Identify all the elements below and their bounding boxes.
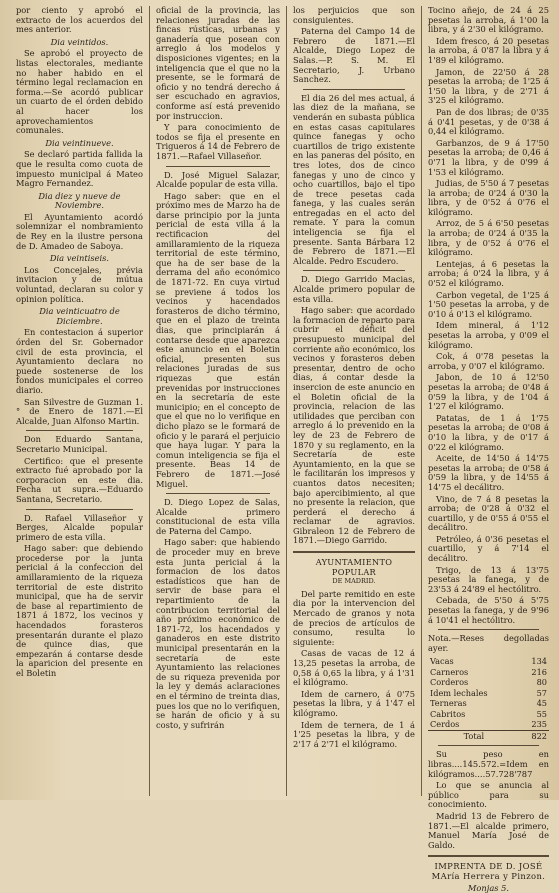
paragraph: D. Diego Lopez de Salas, Alcalde primero constitucional de esta villa de Paterna del Campo. — [155, 497, 280, 536]
paragraph: Aceite, de 14'50 á 14'75 pesetas la arroba; de 0'58 á 0'59 la libra, y de 14'55 á 14'75 el decálitro. — [427, 453, 549, 492]
row-label: Carneros — [429, 666, 469, 677]
row-value: 55 — [536, 708, 547, 719]
column-2 — [149, 6, 286, 796]
row-value: 45 — [536, 698, 547, 709]
paragraph: Certifico: que el presente extracto fué aprobado por la corporacion en este dia. Fecha ut supra.—Eduardo Santana, Secretario. — [16, 455, 143, 504]
paragraph: Madrid 13 de Febrero de 1871.—El alcalde primero, Manuel María José de Galdo. — [427, 810, 549, 850]
paragraph: El dia 26 del mes actual, á las diez de la mañana, se venderán en subasta pública en estas casas capitulares quince fanegas y ocho cuartillos de trigo existente en las paneras del pósito, en tres lotes, dos de cinco fanegas y uno de cinco y ocho cuartillos, bajo el tipo de trece pesetas cada fanega, y las cuales serán entregadas en el acto del remate. Y para la comun inteligencia se fija el presente. Santa Bárbara 12 de Febrero de 1871.—El Alcalde. Pedro Escudero. — [292, 92, 415, 266]
section-subtitle: DE MADRID. — [332, 577, 376, 586]
paragraph: Cok, á 0'78 pesetas la arroba, y 0'07 el kilógramo. — [427, 351, 549, 371]
paragraph: oficial de la provincia, las relaciones juradas de las fincas rústicas, urbanas y ganadería que posean con arreglo á los modelos y disposiciones vigentes; en la inteligencia que el que no la presente, se le formará de oficio y no tendrá derecho á ser escuchado en agravios, conforme así está prevenido por instruccion. — [155, 5, 280, 121]
paragraph: D. José Miguel Salazar, Alcalde popular de esta villa. — [155, 169, 280, 190]
divider — [26, 430, 133, 431]
divider — [166, 493, 270, 494]
paragraph: Y para conocimiento de todos se fija el presente en Trigueros á 14 de Febrero de 1871.—Rafael Villaseñor. — [155, 122, 280, 161]
row-label: Cabritos — [429, 708, 466, 719]
divider — [166, 166, 270, 167]
paragraph: Cebada, de 5'50 á 5'75 pesetas la fanega, y de 9'96 á 10'41 el hectólitro. — [427, 595, 549, 625]
table-row — [428, 667, 549, 678]
paragraph: Hago saber: que debiendo procederse por la junta pericial á la confeccion del amillaramiento de la riqueza territorial de este distrito municipal, que ha de servir de base al repartimiento de 1871 á 1872, los vecinos y hacendados forasteros presentarán durante el plazo de quince dias, que empezarán á contarse desde la aparicion del presente en el Boletin — [16, 543, 143, 678]
column-3 — [286, 6, 421, 796]
paragraph: Paterna del Campo 14 de Febrero de 1871.—El Alcalde, Diego Lopez de Salas.—P. S. M. El Secretario, J. Urbano Sanchez. — [292, 26, 415, 85]
divider — [26, 509, 133, 510]
paragraph: por ciento y aprobó el extracto de los acuerdos del mes anterior. — [16, 5, 143, 35]
column-1 — [10, 6, 149, 796]
date-heading: Dia veintidos. — [50, 36, 109, 47]
paragraph: Se aprobó el proyecto de listas electorales, mediante no haber habido en el término legal reclamacion en forma.—Se acordó publicar un cuarto de el órden debido al hacer los aprovechamientos comunales. — [16, 48, 143, 136]
paragraph: D. Diego Garrido Macias, Alcalde primero popular de esta villa. — [292, 274, 415, 304]
date-heading: Dia veintinueve. — [45, 137, 114, 148]
paragraph: D. Rafael Villaseñor y Berges, Alcalde popular primero de esta villa. — [16, 512, 143, 542]
paragraph: Casas de vacas de 12 á 13,25 pesetas la arroba, de 0,58 á 0,65 la libra, y á 1'31 el kilógramo. — [292, 648, 415, 688]
livestock-table — [428, 656, 549, 741]
paragraph: Trigo, de 13 á 13'75 pesetas la fanega, y de 23'53 á 24'89 el hectólitro. — [427, 564, 549, 594]
paragraph: Los Concejales, prévia invitacion y de mútua voluntad, declaran su color y opinion política. — [16, 264, 143, 304]
table-row — [428, 677, 549, 688]
row-value: 80 — [536, 677, 547, 688]
paragraph: Patatas, de 1 á 1'75 pesetas la arroba; de 0'08 á 0'10 la libra, y de 0'17 á 0'22 el kilógramo. — [427, 412, 549, 452]
paragraph: San Silvestre de Guzman 1.° de Enero de 1871.—El Alcalde, Juan Alfonso Martin. — [16, 396, 143, 426]
paragraph: Jabon, de 10 á 12'50 pesetas la arroba; de 0'48 á 0'59 la libra, y de 1'04 á 1'27 el kilógramo. — [427, 372, 549, 412]
paragraph: Judias, de 5'50 á 7 pesetas la arroba; de 0'24 á 0'30 la libra, y de 0'52 á 0'76 el kilógramo. — [427, 178, 549, 217]
paragraph: Don Eduardo Santana, Secretario Municipal. — [16, 434, 143, 454]
table-row — [428, 709, 549, 720]
row-value: 134 — [531, 656, 547, 667]
paragraph: Carbon vegetal, de 1'25 á 1'50 pesetas la arroba, y de 0'10 á 0'13 el kilógramo. — [427, 289, 549, 319]
section-divider — [428, 855, 549, 857]
row-value: 235 — [531, 719, 547, 730]
paragraph: Jamon, de 22'50 á 28 pesetas la arroba; de 1'25 á 1'50 la libra, y de 2'71 á 3'25 el kilógramo. — [427, 66, 549, 106]
paragraph: Hago saber: que acordado la formacion de reparto para cubrir el déficit del presupuesto municipal del corriente año económico, los vecinos y forasteros deben presentar, dentro de ocho dias, á contar desde la insercion de este anuncio en el Boletin oficial de la provincia, relacion de las utilidades que perciban con arreglo á lo prevenido en la ley de 23 de Febrero de 1870 y su reglamento, en la Secretaría de este Ayuntamiento, en la que se le facilitarán los impresos y cuantos datos necesiten; bajo apercibimiento, al que no presente la relacion, que perderá el derecho á reclamar de agravios. Gibraleon 12 de Febrero de 1871.—Diego Garrido. — [292, 305, 415, 546]
date-heading: Dia diez y nueve de Noviembre. — [38, 190, 121, 211]
paragraph: Su peso en libras....145.572.=Idem en kilógramos....57.728'787 — [427, 749, 549, 779]
divider — [438, 629, 539, 630]
divider — [438, 745, 539, 746]
paragraph: Hago saber: que habiendo de proceder muy en breve esta junta pericial á la formacion de los datos estadísticos que han de servir de base para el repartimiento de la contribucion territorial del año próximo económico de 1871-72, los hacendados y ganaderos en este distrito municipal presentarán en la secretaría de este Ayuntamiento las relaciones de su riqueza prevenida por la ley y demás aclaraciones en el término de treinta dias, pues los que no lo verifiquen, se harán de oficio y á su costo, y sufrirán — [155, 537, 280, 730]
paragraph: Lentejas, á 6 pesetas la arroba; á 0'24 la libra, y á 0'52 el kilógramo. — [427, 258, 549, 289]
date-heading: Dia veintiseis. — [49, 253, 110, 264]
row-label: Terneras — [429, 698, 467, 709]
row-label: Vacas — [429, 656, 454, 667]
printer-address: Monjas 5. — [467, 882, 510, 893]
total-value: 822 — [520, 730, 549, 741]
paragraph: Lo que se anuncia al público para su conocimiento. — [427, 780, 549, 810]
paragraph: El Ayuntamiento acordó solemnizar el nombramiento de Rey en la ilustre persona de D. Amadeo de Saboya. — [16, 211, 143, 251]
paragraph: los perjuicios que son consiguientes. — [292, 5, 415, 25]
column-4 — [421, 5, 555, 893]
paragraph: Petróleo, á 0'36 pesetas el cuartillo, y á 7'14 el decálitro. — [427, 533, 549, 564]
paragraph: Garbanzos, de 9 á 17'50 pesetas la arroba; de 0,46 á 0'71 la libra, y de 0'99 á 1'53 el kilógramo. — [427, 137, 549, 177]
paragraph: Se declaró partida fallida la que le resulta como cuota de impuesto municipal á Mateo Magro Fernandez. — [16, 149, 143, 189]
section-divider — [293, 551, 415, 553]
paragraph: Idem mineral, á 1'12 pesetas la arroba, y 0'09 el kilógramo. — [427, 320, 549, 350]
table-row — [428, 656, 549, 667]
printer-imprint: IMPRENTA DE D. JOSÉ MAría Herrera y Pinzon. — [431, 861, 546, 881]
row-label: Cerdos — [429, 719, 460, 730]
paragraph: Del parte remitido en este dia por la intervencion del Mercado de granos y nota de precios de artículos de consumo, resulta lo siguiente: — [292, 588, 415, 647]
paragraph: Vino, de 7 á 8 pesetas la arroba; de 0'28 á 0'32 el cuartillo, y de 0'55 á 0'55 el decálitro. — [427, 493, 549, 533]
paragraph: Idem de ternera, de 1 á 1'25 pesetas la libra, y de 2'17 á 2'71 el kilógramo. — [292, 719, 415, 749]
divider — [303, 270, 405, 271]
paragraph: Idem fresco, á 20 pesetas la arroba, á 0'87 la libra y á 1'89 el kilógramo. — [427, 35, 549, 65]
paragraph: Tocino añejo, de 24 á 25 pesetas la arroba, á 1'00 la libra, y á 2'30 el kilógramo. — [427, 5, 549, 35]
total-label: Total — [428, 730, 520, 741]
row-value: 216 — [531, 666, 547, 677]
paragraph: Hago saber: que en el próximo mes de Marzo ha de darse principio por la junta pericial de esta villa á la rectificacion del amillaramiento de la riqueza territorial de este término, que ha de ser base de la derrama del año económico de 1871-72. En cuya virtud se previene á todos los vecinos y hacendados forasteros de dicho término, que en el plazo de treinta dias, que principiarán á contarse desde que aparezca este anuncio en el Boletin oficial, presenten sus relaciones juradas de sus riquezas que están prevenidas por instrucciones en la secretaría de este municipio; en el concepto de que el que no lo verifique en dicho plazo se le formará de oficio y le parará el perjuicio que haya lugar. Y para la comun inteligencia se fija el presente. Beas 14 de Febrero de 1871.—José Miguel. — [155, 190, 280, 489]
table-row — [428, 719, 549, 730]
date-heading: Dia veinticuatro de Diciembre. — [39, 306, 120, 326]
paragraph: Idem de carnero, á 0'75 pesetas la libra, y á 1'47 el kilógramo. — [292, 688, 415, 718]
table-row — [428, 698, 549, 709]
row-label: Corderos — [429, 677, 469, 688]
row-label: Idem lechales — [429, 687, 488, 698]
row-value: 57 — [536, 687, 547, 698]
paragraph: Pan de dos libras; de 0'35 á 0'41 pesetas, y de 0'38 á 0,44 el kilógramo. — [427, 106, 549, 137]
table-title: Nota.—Reses degolladas ayer. — [427, 633, 549, 653]
divider — [303, 89, 405, 90]
table-row — [428, 688, 549, 699]
total-row — [428, 730, 549, 741]
paragraph: Arroz, de 5 á 6'50 pesetas la arroba; de 0'24 á 0'35 la libra, y de 0'52 á 0'76 el kilógramo. — [427, 218, 549, 258]
paragraph: En contestacion á superior órden del Sr. Gobernador civil de esta provincia, el Ayuntamiento declara no puede sostenerse de los fondos municipales el correo diario. — [16, 327, 143, 395]
section-title: AYUNTAMIENTO POPULAR — [315, 557, 393, 577]
